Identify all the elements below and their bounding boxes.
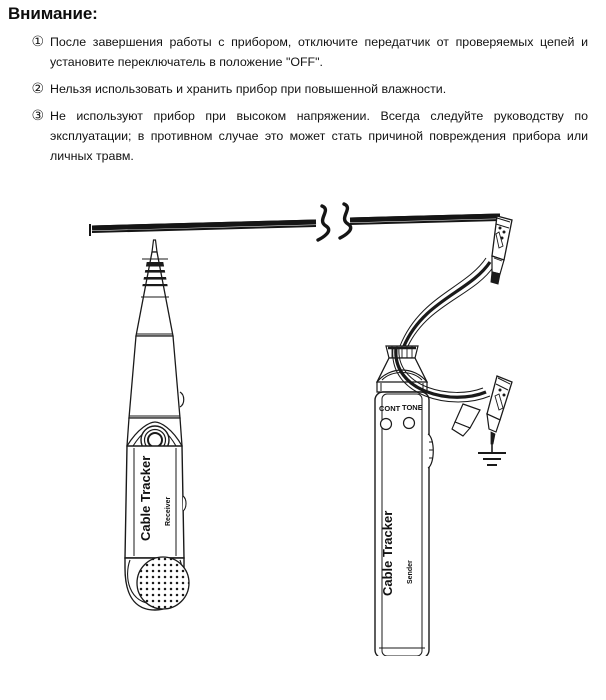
note-text-1: После завершения работы с прибором, отключите передатчик от проверяемых цепей и установите переключатель в положение "OFF".: [50, 35, 588, 69]
sender-indicator-label-tone: TONE: [402, 403, 423, 412]
note-marker-1: ①: [31, 34, 44, 50]
list-item: [0, 106, 606, 166]
sender-brand-label: Cable Tracker: [380, 510, 395, 596]
alligator-clip-ground: [487, 376, 512, 444]
sender-led-cont: [381, 419, 392, 430]
alligator-clip-top: [491, 216, 512, 284]
earth-ground-symbol: [478, 444, 506, 465]
sender-model-label: Sender: [407, 560, 414, 584]
alligator-clip-secondary: [452, 404, 480, 436]
receiver-brand-label: Cable Tracker: [138, 455, 153, 541]
note-marker-2: ②: [31, 81, 44, 97]
cable-tracker-illustration: [0, 196, 606, 656]
note-text-3: Не используют прибор при высоком напряжении. Всегда следуйте руководству по эксплуатации; в противном случае это может стать причиной повреждения прибора или личных травм.: [50, 109, 588, 163]
warning-notes-list: [0, 32, 606, 173]
sender-indicator-label-cont: CONT: [379, 404, 401, 413]
sender-test-leads: [393, 258, 494, 402]
receiver-device: [125, 240, 191, 611]
list-item: [0, 79, 606, 99]
receiver-model-label: Receiver: [165, 496, 172, 526]
page-title: Внимание:: [8, 4, 98, 23]
note-text-2: Нельзя использовать и хранить прибор при повышенной влажности.: [50, 82, 447, 96]
note-marker-3: ③: [31, 108, 44, 124]
test-wire: [90, 214, 500, 236]
sender-led-tone: [404, 418, 415, 429]
wire-break-symbol: [318, 204, 351, 240]
list-item: [0, 32, 606, 72]
